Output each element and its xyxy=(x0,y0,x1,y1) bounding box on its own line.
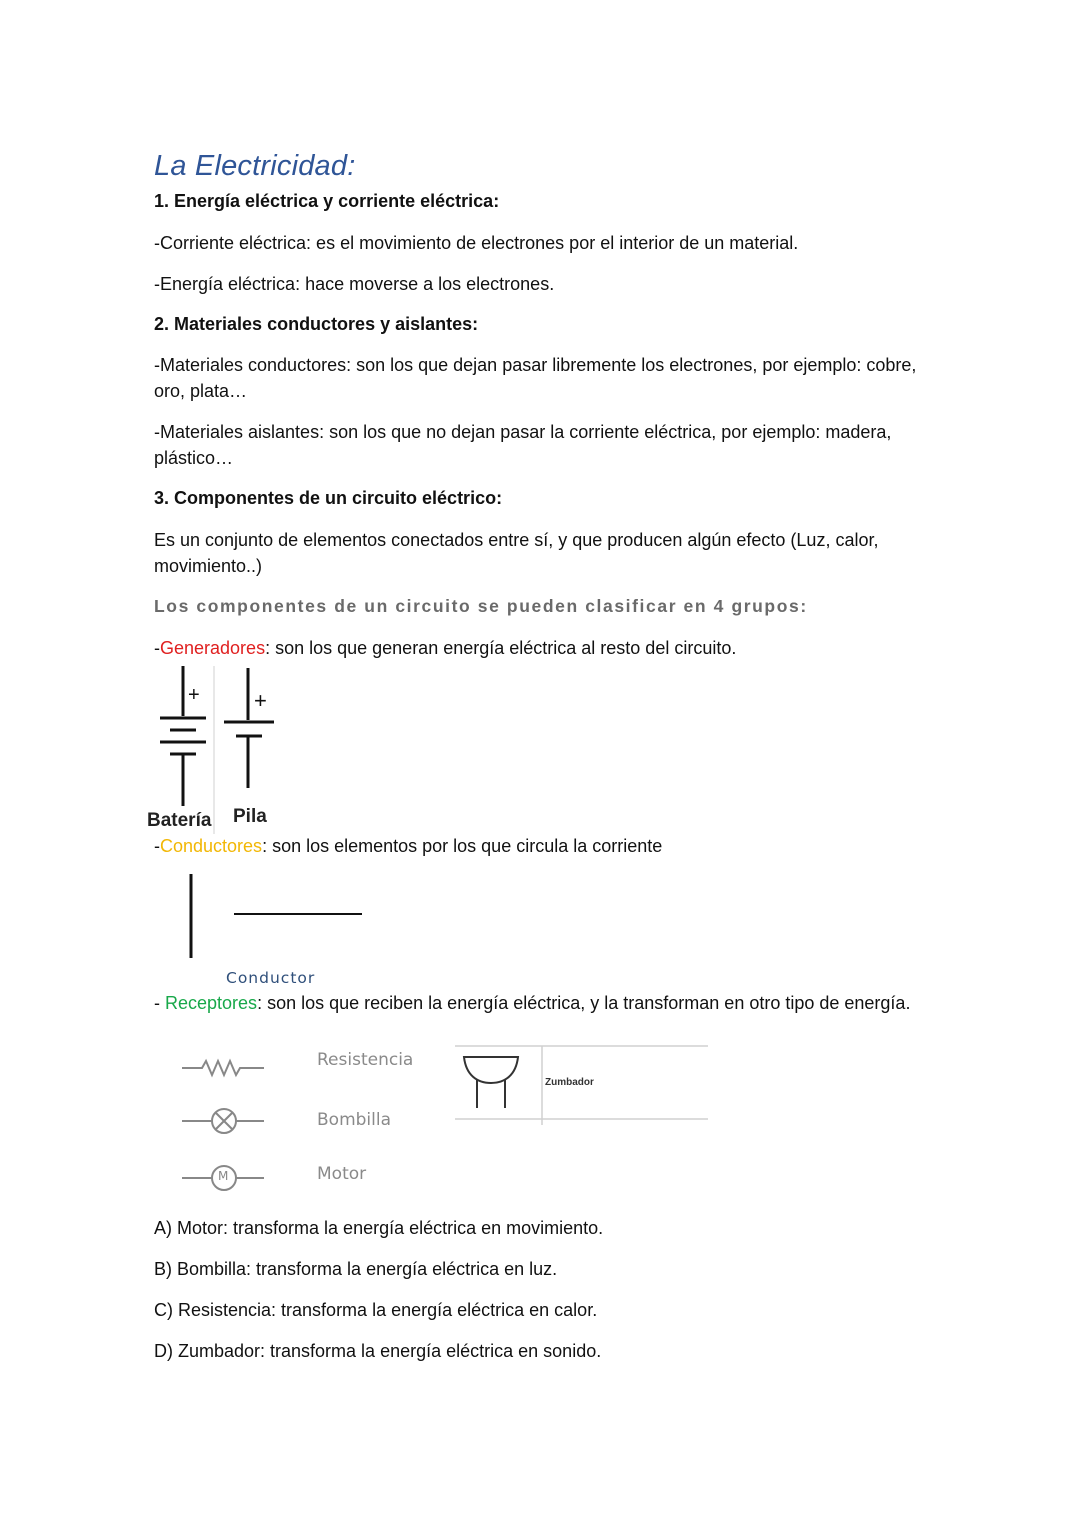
pila-plus-sign: + xyxy=(254,688,267,713)
generadores-paragraph xyxy=(154,635,934,661)
list-item-zumbador: D) Zumbador: transforma la energía eléctrica en sonido. xyxy=(154,1341,602,1361)
generadores-prefix: - xyxy=(154,638,160,658)
receptores-prefix: - xyxy=(154,993,165,1013)
groups-heading: Los componentes de un circuito se pueden clasificar en 4 grupos: xyxy=(154,596,808,616)
generadores-description: : son los que generan energía eléctrica al resto del circuito. xyxy=(265,638,737,658)
section1-heading: 1. Energía eléctrica y corriente eléctrica: xyxy=(154,191,500,211)
bateria-label: Batería xyxy=(147,810,212,831)
conductores-prefix: - xyxy=(154,836,160,856)
generadores-term: Generadores xyxy=(160,638,266,658)
bombilla-label: Bombilla xyxy=(317,1110,392,1130)
conductor-symbol-icon xyxy=(180,870,380,970)
resistencia-label: Resistencia xyxy=(317,1050,414,1070)
receptores-term: Receptores xyxy=(165,993,258,1013)
zumbador-label: Zumbador xyxy=(545,1077,594,1088)
list-item-motor: A) Motor: transforma la energía eléctrica en movimiento. xyxy=(154,1218,604,1238)
page-title: La Electricidad: xyxy=(154,150,356,182)
pila-label: Pila xyxy=(233,806,267,827)
conductores-paragraph xyxy=(154,833,934,859)
bombilla-symbol-icon xyxy=(180,1106,270,1136)
section3-intro: Es un conjunto de elementos conectados entre sí, y que producen algún efecto (Luz, calor, movimiento..) xyxy=(154,530,879,576)
conductor-label: Conductor xyxy=(226,969,316,987)
conductores-term: Conductores xyxy=(160,836,263,856)
pila-symbol-icon xyxy=(222,664,282,794)
receptores-paragraph xyxy=(154,990,994,1016)
section2-heading: 2. Materiales conductores y aislantes: xyxy=(154,314,479,334)
bateria-symbol-icon xyxy=(150,664,220,814)
list-item-resistencia: C) Resistencia: transforma la energía eléctrica en calor. xyxy=(154,1300,598,1320)
receptores-description: : son los que reciben la energía eléctrica, y la transforman en otro tipo de energía. xyxy=(257,993,911,1013)
motor-symbol-letter: M xyxy=(218,1169,229,1183)
resistencia-symbol-icon xyxy=(180,1058,270,1078)
section1-paragraph-2: -Energía eléctrica: hace moverse a los electrones. xyxy=(154,274,555,294)
section2-paragraph-1: -Materiales conductores: son los que dejan pasar libremente los electrones, por ejemplo: cobre, oro, plata… xyxy=(154,355,917,401)
section2-paragraph-2: -Materiales aislantes: son los que no dejan pasar la corriente eléctrica, por ejemplo: madera, plástico… xyxy=(154,422,892,468)
section3-heading: 3. Componentes de un circuito eléctrico: xyxy=(154,488,503,508)
section1-paragraph-1: -Corriente eléctrica: es el movimiento de electrones por el interior de un material. xyxy=(154,233,799,253)
list-item-bombilla: B) Bombilla: transforma la energía eléctrica en luz. xyxy=(154,1259,558,1279)
motor-label: Motor xyxy=(317,1164,367,1184)
bateria-plus-sign: + xyxy=(188,684,200,706)
conductores-description: : son los elementos por los que circula la corriente xyxy=(262,836,663,856)
